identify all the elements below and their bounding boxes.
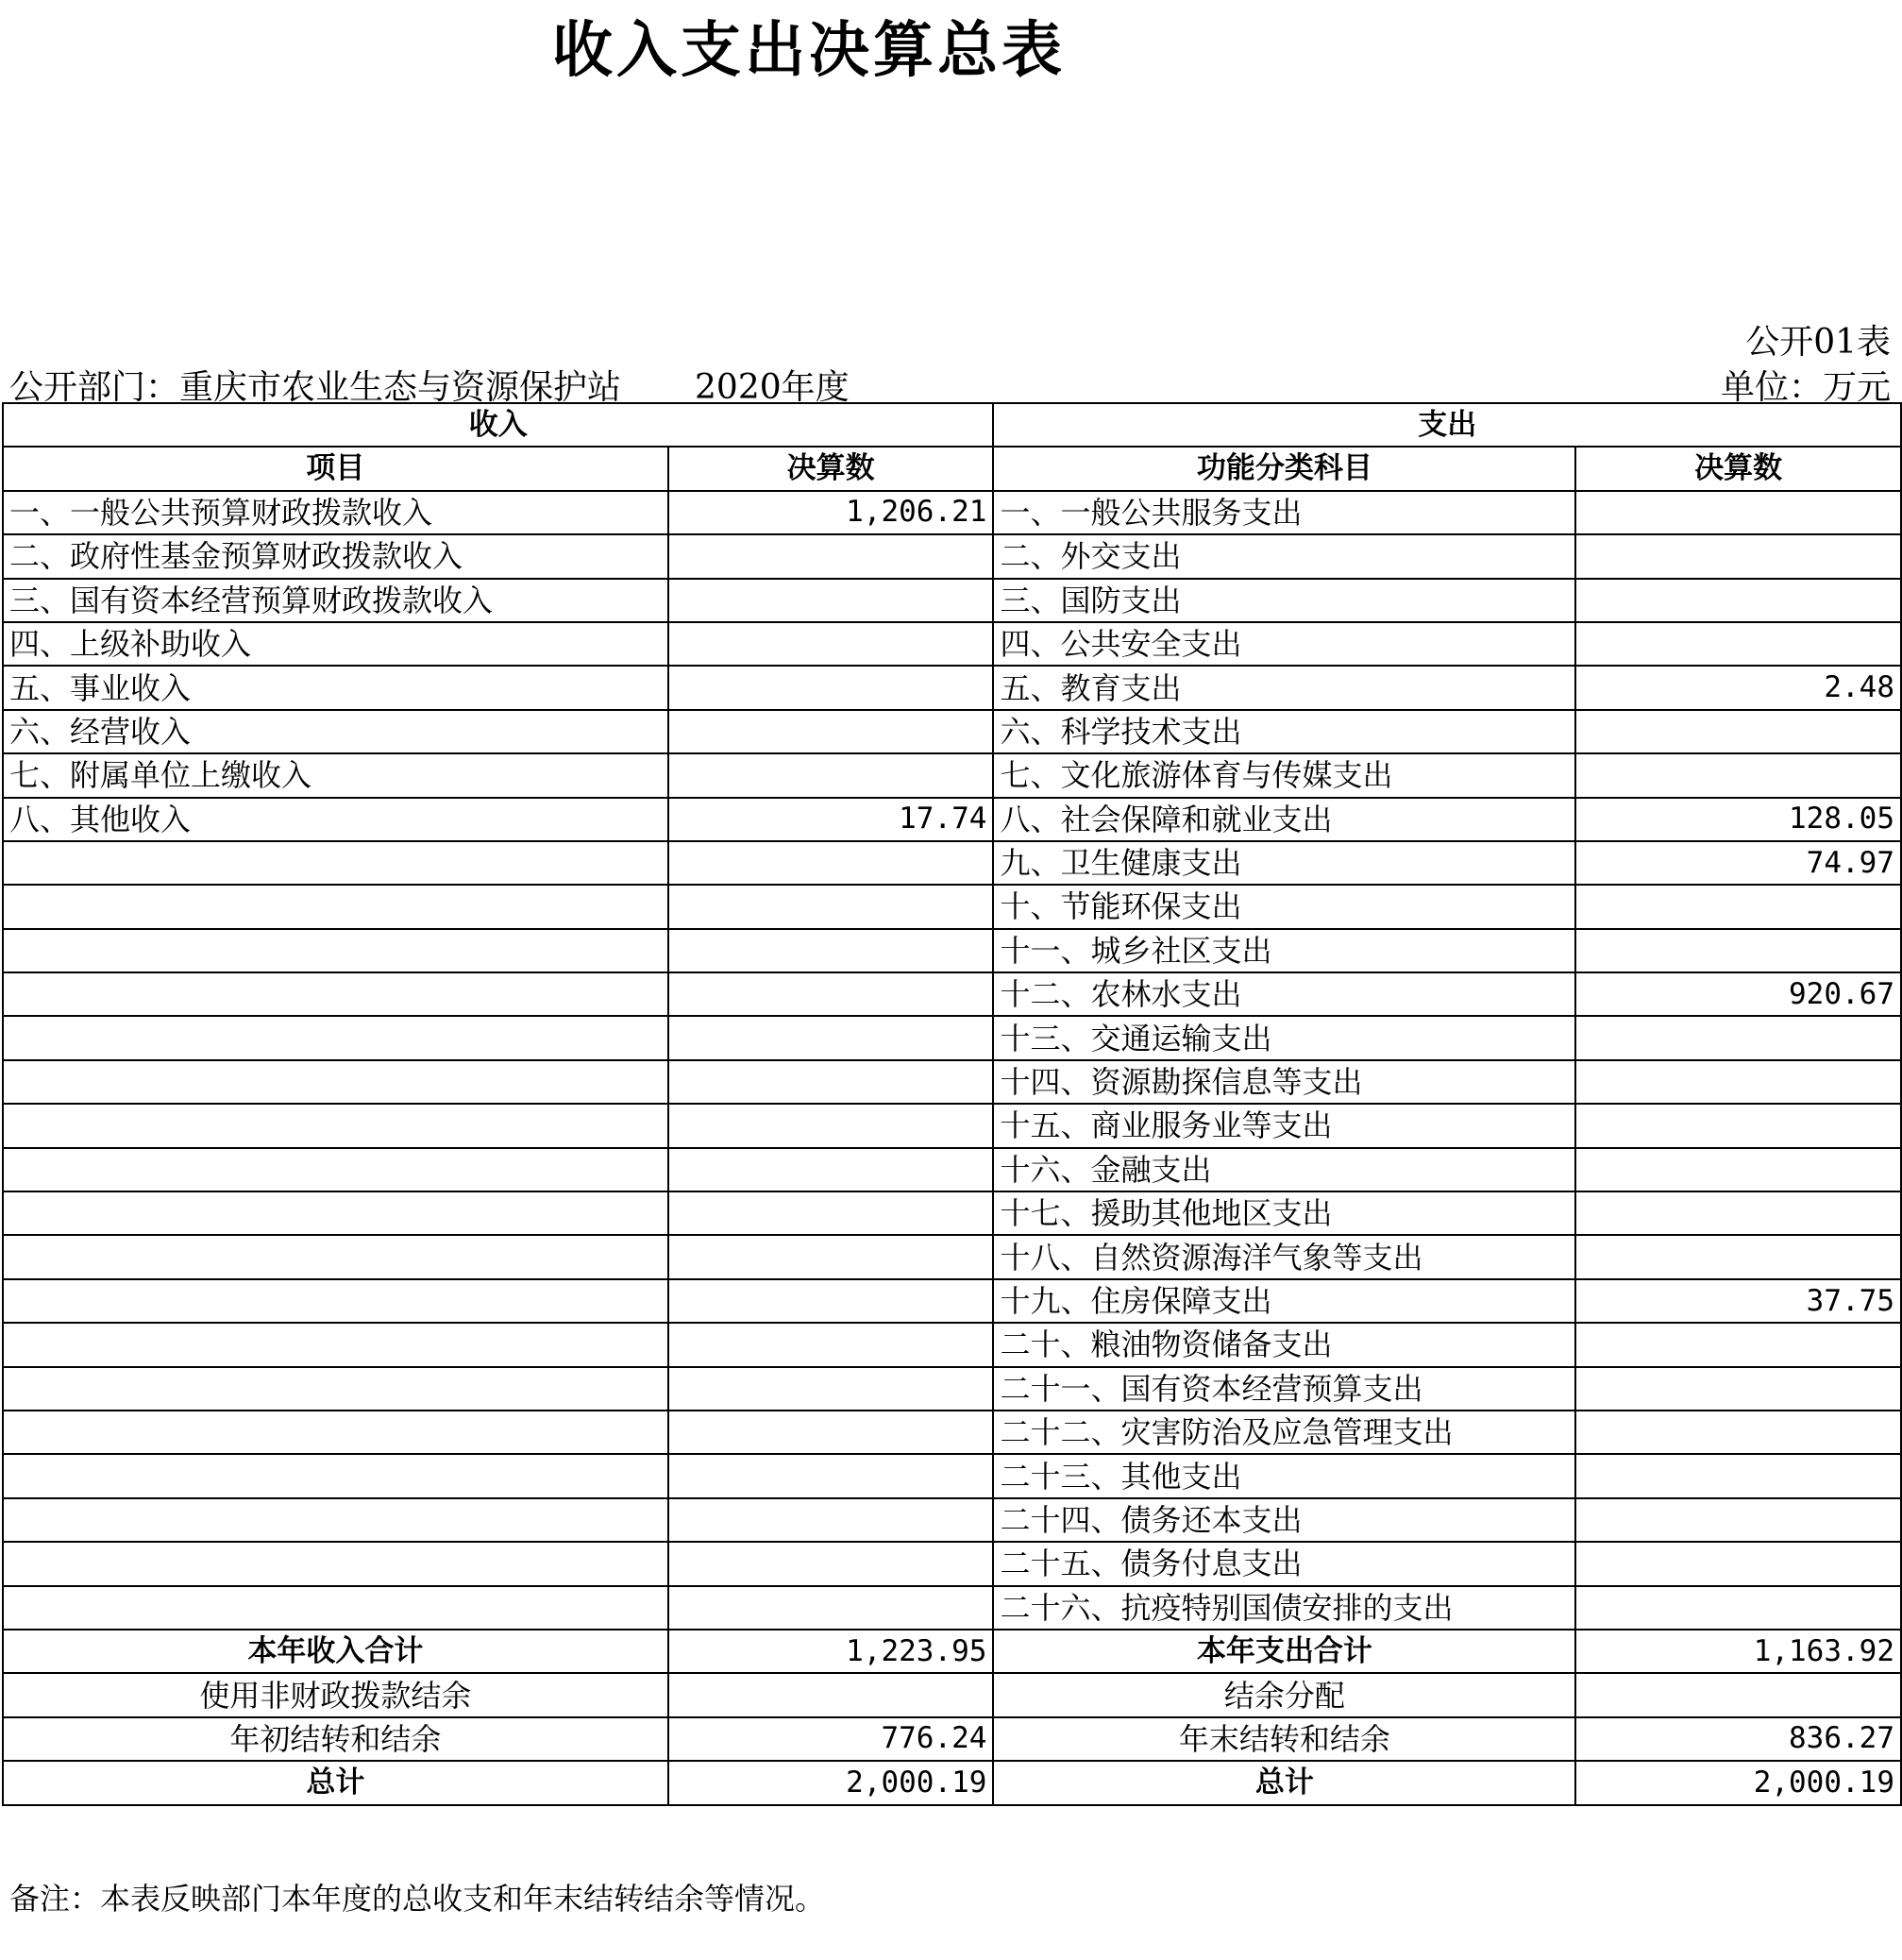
column-header-row <box>3 447 1901 490</box>
table-row <box>3 1016 1901 1059</box>
summary-income-amount: 1,223.95 <box>668 1630 994 1673</box>
expense-amount-cell <box>1575 1323 1901 1366</box>
summary-expense-label: 年末结转和结余 <box>993 1717 1575 1761</box>
expense-amount-cell <box>1575 929 1901 972</box>
income-amount-cell <box>668 1542 994 1585</box>
income-item-cell <box>3 1367 668 1411</box>
expense-item-cell: 十一、城乡社区支出 <box>993 929 1575 972</box>
summary-income-label: 总计 <box>3 1761 668 1804</box>
summary-income-label: 本年收入合计 <box>3 1630 668 1673</box>
income-item-cell <box>3 1454 668 1497</box>
income-amount-cell <box>668 1060 994 1104</box>
expense-item-cell: 二十、粮油物资储备支出 <box>993 1323 1575 1366</box>
footnote: 备注：本表反映部门本年度的总收支和年末结转结余等情况。 <box>9 1881 826 1917</box>
income-item-cell: 七、附属单位上缴收入 <box>3 753 668 797</box>
expense-amount-cell <box>1575 1104 1901 1147</box>
income-amount-cell <box>668 1235 994 1278</box>
column-header-func-item: 功能分类科目 <box>993 447 1575 490</box>
expense-amount-cell <box>1575 534 1901 578</box>
table-row <box>3 1498 1901 1542</box>
income-amount-cell <box>668 1104 994 1147</box>
income-amount-cell <box>668 534 994 578</box>
summary-income-amount: 776.24 <box>668 1717 994 1761</box>
income-item-cell <box>3 841 668 885</box>
table-row <box>3 1191 1901 1235</box>
expense-item-cell: 六、科学技术支出 <box>993 710 1575 753</box>
summary-expense-label: 结余分配 <box>993 1673 1575 1716</box>
expense-item-cell: 十七、援助其他地区支出 <box>993 1191 1575 1235</box>
expense-amount-cell <box>1575 1498 1901 1542</box>
income-item-cell <box>3 1498 668 1542</box>
column-header-amount2: 决算数 <box>1575 447 1901 490</box>
income-amount-cell <box>668 1279 994 1323</box>
income-item-cell <box>3 1148 668 1191</box>
table-body <box>3 491 1901 1805</box>
income-amount-cell <box>668 1148 994 1191</box>
income-amount-cell <box>668 1586 994 1630</box>
income-item-cell: 五、事业收入 <box>3 666 668 709</box>
expense-amount-cell: 2.48 <box>1575 666 1901 709</box>
income-item-cell <box>3 1060 668 1104</box>
income-item-cell <box>3 885 668 928</box>
expense-item-cell: 二十四、债务还本支出 <box>993 1498 1575 1542</box>
income-amount-cell <box>668 622 994 666</box>
income-item-cell: 四、上级补助收入 <box>3 622 668 666</box>
expense-amount-cell: 128.05 <box>1575 798 1901 841</box>
table-row <box>3 579 1901 622</box>
income-amount-cell <box>668 929 994 972</box>
expense-amount-cell <box>1575 1454 1901 1497</box>
expense-amount-cell <box>1575 1367 1901 1411</box>
income-amount-cell: 1,206.21 <box>668 491 994 534</box>
table-row <box>3 1104 1901 1147</box>
expense-amount-cell <box>1575 1235 1901 1278</box>
income-amount-cell <box>668 1191 994 1235</box>
income-amount-cell <box>668 710 994 753</box>
income-item-cell: 三、国有资本经营预算财政拨款收入 <box>3 579 668 622</box>
income-item-cell <box>3 1104 668 1147</box>
income-amount-cell <box>668 579 994 622</box>
expense-amount-cell <box>1575 885 1901 928</box>
expense-item-cell: 十三、交通运输支出 <box>993 1016 1575 1059</box>
income-item-cell <box>3 1586 668 1630</box>
expense-item-cell: 十六、金融支出 <box>993 1148 1575 1191</box>
expense-item-cell: 三、国防支出 <box>993 579 1575 622</box>
table-row <box>3 1367 1901 1411</box>
income-amount-cell <box>668 1016 994 1059</box>
summary-expense-label: 总计 <box>993 1761 1575 1804</box>
table-row <box>3 1060 1901 1104</box>
table-row <box>3 798 1901 841</box>
expense-amount-cell <box>1575 1060 1901 1104</box>
expense-item-cell: 七、文化旅游体育与传媒支出 <box>993 753 1575 797</box>
table-row <box>3 491 1901 534</box>
expense-amount-cell <box>1575 1586 1901 1630</box>
unit-label: 单位：万元 <box>1720 368 1891 407</box>
expense-item-cell: 十四、资源勘探信息等支出 <box>993 1060 1575 1104</box>
summary-income-amount <box>668 1673 994 1716</box>
table-row <box>3 534 1901 578</box>
summary-income-label: 年初结转和结余 <box>3 1717 668 1761</box>
income-amount-cell <box>668 1367 994 1411</box>
summary-row <box>3 1761 1901 1804</box>
income-item-cell <box>3 972 668 1016</box>
expense-amount-cell <box>1575 1411 1901 1454</box>
expense-amount-cell: 74.97 <box>1575 841 1901 885</box>
income-amount-cell <box>668 885 994 928</box>
table-row <box>3 929 1901 972</box>
table-row <box>3 972 1901 1016</box>
expense-amount-cell <box>1575 1016 1901 1059</box>
summary-row <box>3 1717 1901 1761</box>
income-amount-cell <box>668 972 994 1016</box>
table-row <box>3 1411 1901 1454</box>
income-amount-cell <box>668 753 994 797</box>
expense-amount-cell <box>1575 579 1901 622</box>
expense-amount-cell: 37.75 <box>1575 1279 1901 1323</box>
income-item-cell: 二、政府性基金预算财政拨款收入 <box>3 534 668 578</box>
table-row <box>3 1454 1901 1497</box>
expense-amount-cell <box>1575 753 1901 797</box>
income-expense-table <box>2 402 1902 1806</box>
table-row <box>3 753 1901 797</box>
summary-income-amount: 2,000.19 <box>668 1761 994 1804</box>
expense-item-cell: 十五、商业服务业等支出 <box>993 1104 1575 1147</box>
expense-item-cell: 八、社会保障和就业支出 <box>993 798 1575 841</box>
table-row <box>3 1148 1901 1191</box>
expense-item-cell: 九、卫生健康支出 <box>993 841 1575 885</box>
income-amount-cell <box>668 666 994 709</box>
income-item-cell <box>3 1542 668 1585</box>
expense-item-cell: 十八、自然资源海洋气象等支出 <box>993 1235 1575 1278</box>
expense-item-cell: 十、节能环保支出 <box>993 885 1575 928</box>
expense-amount-cell <box>1575 1148 1901 1191</box>
page-title: 收入支出决算总表 <box>552 16 1066 86</box>
table-row <box>3 1542 1901 1585</box>
expense-amount-cell <box>1575 1191 1901 1235</box>
expense-amount-cell: 920.67 <box>1575 972 1901 1016</box>
income-amount-cell <box>668 841 994 885</box>
expense-item-cell: 二十五、债务付息支出 <box>993 1542 1575 1585</box>
expense-amount-cell <box>1575 491 1901 534</box>
section-header-row <box>3 403 1901 447</box>
income-amount-cell <box>668 1498 994 1542</box>
table-row <box>3 841 1901 885</box>
table-row <box>3 1586 1901 1630</box>
column-header-item: 项目 <box>3 447 668 490</box>
income-item-cell <box>3 1279 668 1323</box>
income-item-cell <box>3 1323 668 1366</box>
expense-item-cell: 五、教育支出 <box>993 666 1575 709</box>
income-amount-cell: 17.74 <box>668 798 994 841</box>
income-header: 收入 <box>3 403 993 447</box>
income-item-cell <box>3 929 668 972</box>
income-amount-cell <box>668 1454 994 1497</box>
summary-expense-amount <box>1575 1673 1901 1716</box>
expense-amount-cell <box>1575 622 1901 666</box>
expense-amount-cell <box>1575 1542 1901 1585</box>
expense-amount-cell <box>1575 710 1901 753</box>
summary-row <box>3 1630 1901 1673</box>
table-row <box>3 622 1901 666</box>
table-row <box>3 1323 1901 1366</box>
expense-item-cell: 二十一、国有资本经营预算支出 <box>993 1367 1575 1411</box>
table-row <box>3 1279 1901 1323</box>
table-row <box>3 710 1901 753</box>
income-item-cell <box>3 1016 668 1059</box>
expense-header: 支出 <box>993 403 1901 447</box>
expense-item-cell: 一、一般公共服务支出 <box>993 491 1575 534</box>
table-row <box>3 885 1901 928</box>
table-row <box>3 666 1901 709</box>
expense-item-cell: 二十二、灾害防治及应急管理支出 <box>993 1411 1575 1454</box>
summary-expense-amount: 2,000.19 <box>1575 1761 1901 1804</box>
table-row <box>3 1235 1901 1278</box>
expense-item-cell: 十九、住房保障支出 <box>993 1279 1575 1323</box>
department-name: 公开部门：重庆市农业生态与资源保护站 <box>9 368 622 407</box>
summary-expense-amount: 836.27 <box>1575 1717 1901 1761</box>
expense-item-cell: 四、公共安全支出 <box>993 622 1575 666</box>
income-item-cell: 一、一般公共预算财政拨款收入 <box>3 491 668 534</box>
expense-item-cell: 二十六、抗疫特别国债安排的支出 <box>993 1586 1575 1630</box>
expense-item-cell: 十二、农林水支出 <box>993 972 1575 1016</box>
income-item-cell: 六、经营收入 <box>3 710 668 753</box>
income-item-cell: 八、其他收入 <box>3 798 668 841</box>
form-number: 公开01表 <box>1745 323 1891 362</box>
column-header-amount: 决算数 <box>668 447 994 490</box>
income-item-cell <box>3 1191 668 1235</box>
expense-item-cell: 二十三、其他支出 <box>993 1454 1575 1497</box>
summary-row <box>3 1673 1901 1716</box>
income-amount-cell <box>668 1323 994 1366</box>
income-item-cell <box>3 1411 668 1454</box>
fiscal-year: 2020年度 <box>695 368 850 407</box>
income-item-cell <box>3 1235 668 1278</box>
summary-income-label: 使用非财政拨款结余 <box>3 1673 668 1716</box>
income-amount-cell <box>668 1411 994 1454</box>
expense-item-cell: 二、外交支出 <box>993 534 1575 578</box>
summary-expense-amount: 1,163.92 <box>1575 1630 1901 1673</box>
summary-expense-label: 本年支出合计 <box>993 1630 1575 1673</box>
